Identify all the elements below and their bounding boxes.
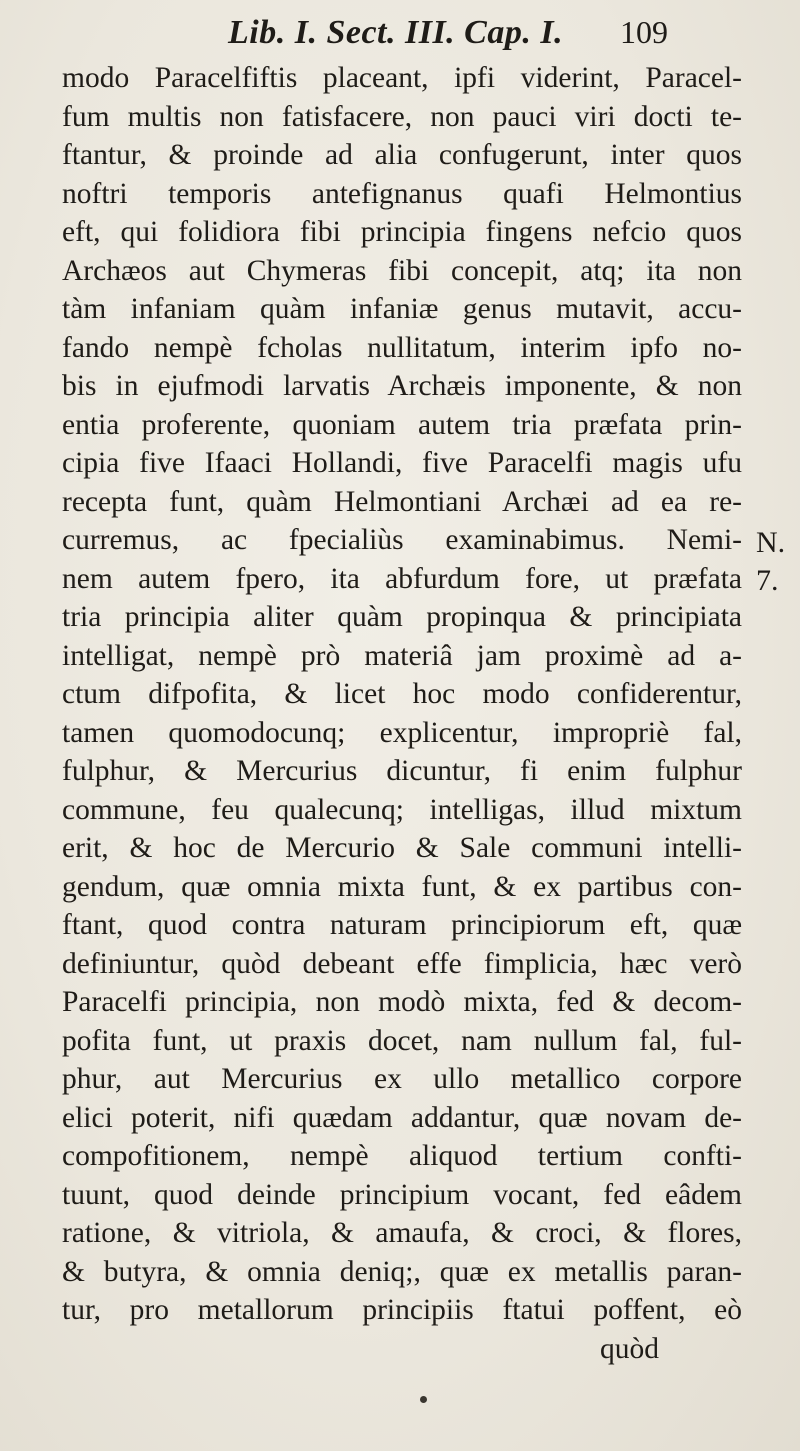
text-line: & butyra, & omnia deniq;, quæ ex metallis paran-: [62, 1255, 742, 1288]
margin-note: N.: [756, 526, 786, 559]
text-line: cipia five Ifaaci Hollandi, five Paracelfi magis ufu: [62, 447, 742, 479]
text-line: ratione, & vitriola, & amaufa, & croci, & flores,: [62, 1217, 742, 1249]
text-line: bis in ejufmodi larvatis Archæis imponente, & non: [62, 370, 742, 402]
text-line: fando nempè fcholas nullitatum, interim ipfo no-: [62, 331, 742, 364]
text-line: noftri temporis antefignanus quafi Helmontius: [62, 177, 742, 210]
text-line: ftantur, & proinde ad alia confugerunt, inter quos: [62, 139, 742, 171]
text-line: tamen quomodocunq; explicentur, impropriè fal,: [62, 716, 742, 749]
text-line: nem autem fpero, ita abfurdum fore, ut præfata: [62, 562, 742, 595]
text-line: entia proferente, quoniam autem tria præfata prin-: [62, 408, 742, 441]
text-line: erit, & hoc de Mercurio & Sale communi intelli-: [62, 832, 742, 864]
page-header: [0, 14, 800, 54]
text-line: tur, pro metallorum principiis ftatui poffent, eò: [62, 1294, 742, 1326]
text-line: curremus, ac fpecialiùs examinabimus. Nemi-: [62, 524, 742, 556]
text-line: ftant, quod contra naturam principiorum eft, quæ: [62, 909, 742, 941]
ink-speck: [420, 1396, 427, 1403]
text-line: Archæos aut Chymeras fibi concepit, atq; ita non: [62, 254, 742, 287]
text-line: recepta funt, quàm Helmontiani Archæi ad ea re-: [62, 485, 742, 518]
text-line: commune, feu qualecunq; intelligas, illud mixtum: [62, 793, 742, 826]
text-line: Paracelfi principia, non modò mixta, fed & decom-: [62, 986, 742, 1018]
text-line: fum multis non fatisfacere, non pauci viri docti te-: [62, 100, 742, 133]
text-line: elici poterit, nifi quædam addantur, quæ novam de-: [62, 1101, 742, 1134]
text-line: tria principia aliter quàm propinqua & principiata: [62, 601, 742, 633]
text-line: eft, qui folidiora fibi principia fingens nefcio quos: [62, 216, 742, 248]
page-number: 109: [620, 14, 668, 50]
margin-note: 7.: [756, 564, 779, 597]
text-line: definiuntur, quòd debeant effe fimplicia, hæc verò: [62, 947, 742, 980]
running-head: Lib. I. Sect. III. Cap. I.: [228, 14, 564, 51]
catchword: quòd: [600, 1332, 659, 1365]
text-line: phur, aut Mercurius ex ullo metallico corpore: [62, 1063, 742, 1095]
text-line: compofitionem, nempè aliquod tertium confti-: [62, 1140, 742, 1172]
text-line: pofita funt, ut praxis docet, nam nullum fal, ful-: [62, 1024, 742, 1057]
text-line: intelligat, nempè prò materiâ jam proximè ad a-: [62, 639, 742, 672]
text-line: gendum, quæ omnia mixta funt, & ex partibus con-: [62, 870, 742, 903]
text-line: modo Paracelfiftis placeant, ipfi viderint, Paracel-: [62, 62, 742, 94]
text-line: fulphur, & Mercurius dicuntur, fi enim fulphur: [62, 755, 742, 787]
text-line: ctum difpofita, & licet hoc modo confiderentur,: [62, 678, 742, 710]
text-line: tuunt, quod deinde principium vocant, fed eâdem: [62, 1178, 742, 1211]
text-line: tàm infaniam quàm infaniæ genus mutavit, accu-: [62, 293, 742, 325]
